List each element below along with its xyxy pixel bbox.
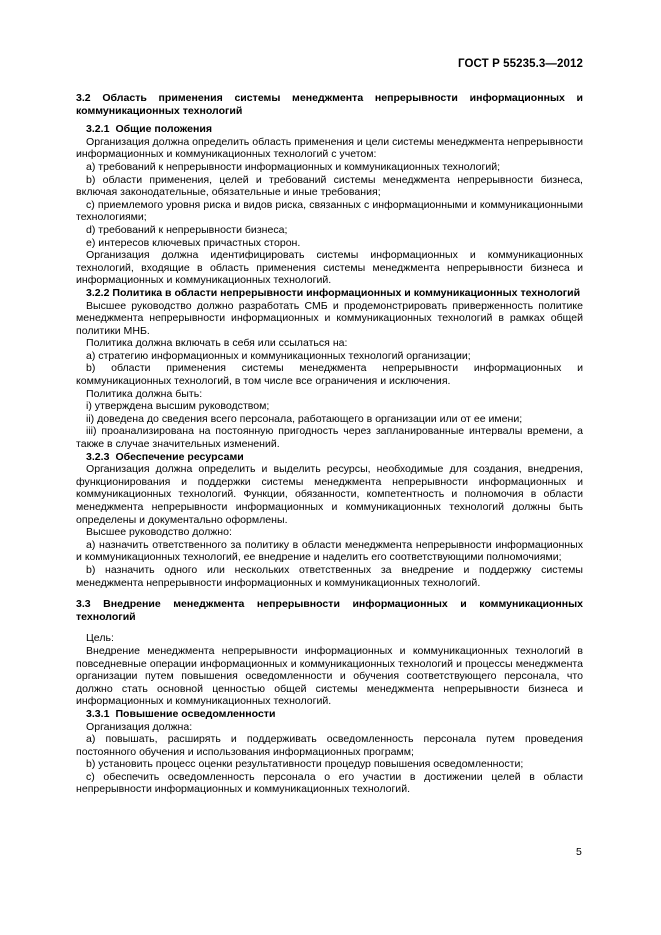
page-content — [76, 92, 583, 796]
section-3-2-heading: 3.2 Область применения системы менеджмента непрерывности информационных и коммуникационных технологий — [76, 92, 583, 117]
list-item: b) области применения системы менеджмента непрерывности информационных и коммуникационных технологий, в том числе все ограничения и исключения. — [76, 362, 583, 388]
section-3-2-1-heading — [76, 123, 583, 136]
list-item: а) требований к непрерывности информационных и коммуникационных технологий; — [86, 160, 501, 173]
paragraph: Политика должна включать в себя или ссылаться на: — [86, 337, 348, 350]
standard-header: ГОСТ Р 55235.3—2012 — [458, 58, 583, 70]
section-3-2-1-closing: Организация должна идентифицировать системы информационных и коммуникационных технологий, входящие в область применения системы менеджмента непрерывности бизнеса и информационных и коммуникационных технологий. — [76, 249, 583, 287]
section-3-2-3-title: Обеспечение ресурсами — [115, 450, 244, 463]
section-3-2-1-number: 3.2.1 — [86, 123, 110, 136]
section-3-3-1-title: Повышение осведомленности — [115, 707, 276, 720]
paragraph: Высшее руководство должно разработать СМБ и продемонстрировать приверженность политике менеджмента непрерывности информационных и коммуникационных технологий в рамках общей политики МНБ. — [76, 299, 583, 337]
section-3-2-2-heading: 3.2.2 Политика в области непрерывности информационных и коммуникационных технологий — [86, 286, 581, 299]
section-3-2-3-heading — [76, 451, 583, 464]
list-item: b) установить процесс оценки результативности процедур повышения осведомленности; — [86, 758, 524, 771]
list-item: а) повышать, расширять и поддерживать осведомленность персонала путем проведения постоянного обучения и использования информационных программ; — [76, 733, 583, 758]
paragraph: Высшее руководство должно: — [86, 526, 232, 539]
section-3-3-heading: 3.3 Внедрение менеджмента непрерывности информационных и коммуникационных технологий — [76, 598, 583, 623]
goal-label: Цель: — [86, 632, 114, 645]
list-item: е) интересов ключевых причастных сторон. — [86, 236, 301, 249]
section-3-2-3-number: 3.2.3 — [86, 450, 110, 463]
section-3-3-1-heading — [76, 708, 583, 721]
list-item: а) назначить ответственного за политику в области менеджмента непрерывности информационных и коммуникационных технологий, ее внедрение и наделить его соответствующими полномочиями; — [76, 538, 583, 564]
paragraph: Политика должна быть: — [86, 387, 203, 400]
list-item: а) стратегию информационных и коммуникационных технологий организации; — [86, 349, 471, 362]
list-item: с) приемлемого уровня риска и видов риска, связанных с информационными и коммуникационными технологиями; — [76, 198, 583, 224]
list-item: d) требований к непрерывности бизнеса; — [86, 223, 288, 236]
list-item: ii) доведена до сведения всего персонала, работающего в организации или от ее имени; — [86, 412, 523, 425]
list-item: i) утверждена высшим руководством; — [86, 400, 270, 413]
page-number: 5 — [576, 846, 582, 858]
list-item: iii) проанализирована на постоянную пригодность через запланированные интервалы времени, а также в случае значительных изменений. — [76, 425, 583, 451]
section-3-2-1-title: Общие положения — [115, 123, 212, 136]
list-item: с) обеспечить осведомленность персонала о его участии в достижении целей в области непрерывности информационных и коммуникационных технологий. — [76, 770, 583, 796]
section-3-2-1-intro: Организация должна определить область применения и цели системы менеджмента непрерывности информационных и коммуникационных технологий с учетом: — [76, 135, 583, 161]
goal-text: Внедрение менеджмента непрерывности информационных и коммуникационных технологий в повседневные операции информационных и коммуникационных технологий и процессы менеджмента организации путем повышения осведомленности и обучения соответствующего персонала, что должно стать основной ценностью общей системы менеджмента непрерывности бизнеса и информационных и коммуникационных технологий. — [76, 644, 583, 708]
paragraph: Организация должна: — [86, 720, 193, 733]
list-item: b) назначить одного или нескольких ответственных за внедрение и поддержку системы менеджмента непрерывности информационных и коммуникационных технологий. — [76, 563, 583, 589]
section-3-3-1-number: 3.3.1 — [86, 707, 110, 720]
paragraph: Организация должна определить и выделить ресурсы, необходимые для создания, внедрения, функционирования и поддержки системы менеджмента непрерывности информационных и коммуникационных технологий. Функции, обязанности, компетентность и полномочия в области менеджмента непрерывности информационных и коммуникационных технологий должны быть определены и документально оформлены. — [76, 463, 583, 526]
list-item: b) области применения, целей и требований системы менеджмента непрерывности бизнеса, включая законодательные, обязательные и иные требования; — [76, 173, 583, 199]
